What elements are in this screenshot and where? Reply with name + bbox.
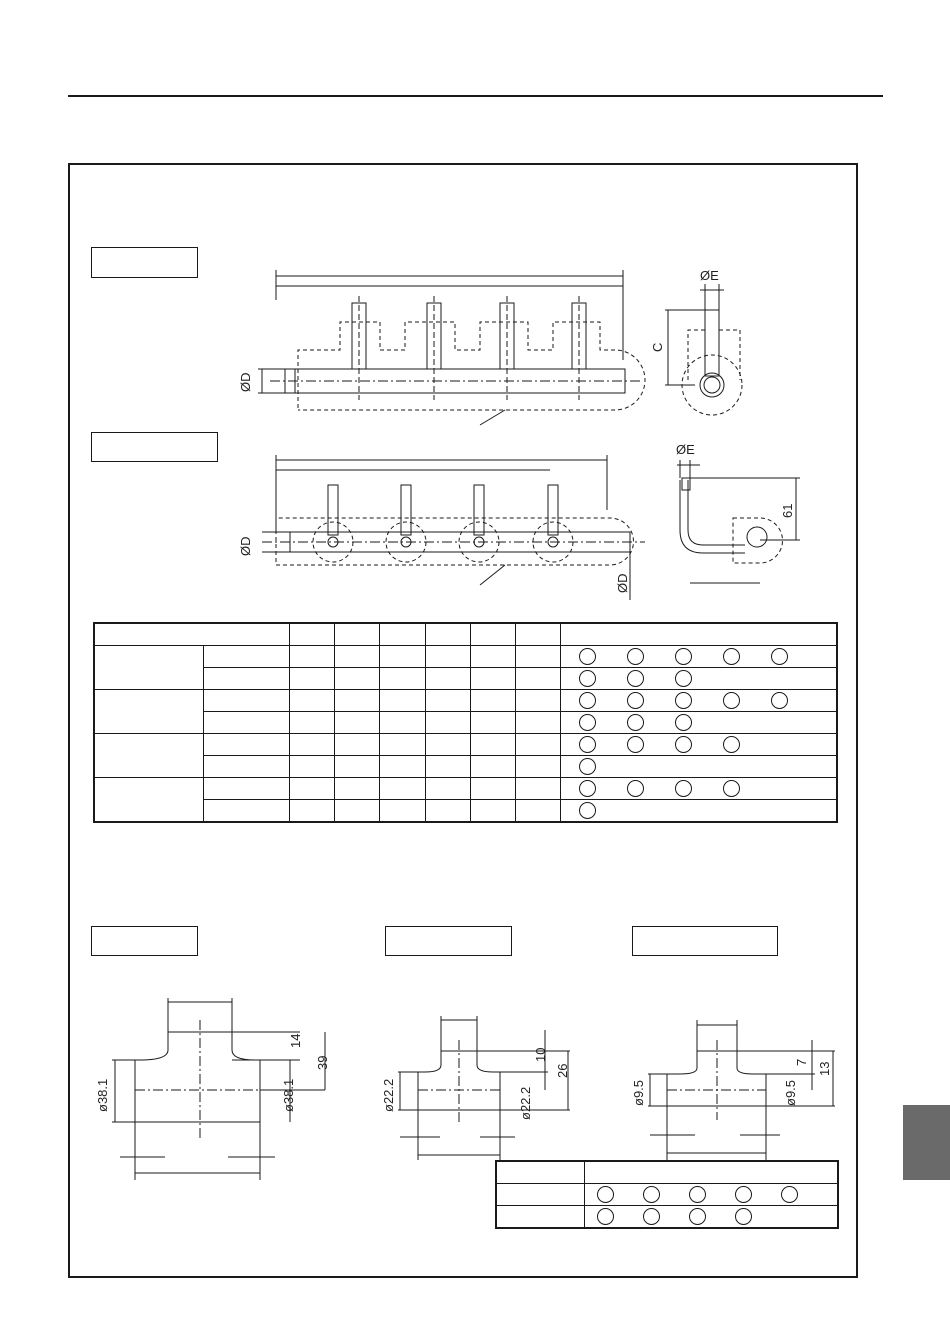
fitting-1-dia-left: ø38.1 — [95, 1078, 110, 1112]
value-cell — [515, 800, 560, 823]
value-cell — [289, 646, 334, 668]
circle-mark — [675, 670, 692, 687]
value-cell — [379, 778, 425, 800]
value-cell — [334, 690, 379, 712]
value-cell — [425, 756, 470, 778]
branch-pipes-2 — [313, 485, 573, 562]
mark-cell — [584, 1206, 838, 1229]
value-cell — [515, 778, 560, 800]
circle-mark — [735, 1208, 752, 1225]
value-cell — [425, 668, 470, 690]
dim-d-label-2: ØD — [238, 536, 253, 556]
value-cell — [379, 756, 425, 778]
value-cell — [515, 646, 560, 668]
value-cell — [289, 690, 334, 712]
spec-table-row — [94, 690, 837, 712]
value-cell — [334, 800, 379, 823]
sub-cell — [203, 778, 289, 800]
dim-e-label-1: ØE — [700, 268, 719, 283]
circle-mark — [689, 1186, 706, 1203]
circle-mark — [579, 670, 596, 687]
spec-table-header-row — [94, 623, 837, 646]
spec-table-row — [94, 668, 837, 690]
branch-pipes — [352, 296, 586, 400]
group-cell — [94, 646, 203, 690]
label-cell — [496, 1206, 584, 1229]
header-type1-front-view — [258, 270, 645, 425]
mark-cell — [560, 756, 837, 778]
spec-table-row — [94, 712, 837, 734]
header-cell — [496, 1161, 584, 1184]
value-cell — [379, 646, 425, 668]
value-cell — [515, 756, 560, 778]
mark-cell — [560, 668, 837, 690]
value-cell — [425, 646, 470, 668]
value-cell — [289, 668, 334, 690]
mark-cell — [560, 712, 837, 734]
value-cell — [379, 668, 425, 690]
spec-table-row — [94, 778, 837, 800]
circle-mark — [597, 1208, 614, 1225]
sub-cell — [203, 690, 289, 712]
value-cell — [470, 712, 515, 734]
spec-table — [93, 622, 838, 823]
value-cell — [289, 800, 334, 823]
sub-cell — [203, 646, 289, 668]
value-cell — [515, 712, 560, 734]
circle-mark — [579, 648, 596, 665]
sub-cell — [203, 800, 289, 823]
fitting-1-top: 14 — [288, 1033, 303, 1048]
value-cell — [334, 646, 379, 668]
value-cell — [425, 690, 470, 712]
small-table-row — [496, 1184, 838, 1206]
spec-table-row — [94, 646, 837, 668]
header-cell — [515, 623, 560, 646]
value-cell — [470, 646, 515, 668]
header-cell — [379, 623, 425, 646]
fitting-2-dia-left: ø22.2 — [381, 1078, 396, 1112]
header-cell — [584, 1161, 838, 1184]
circle-mark — [771, 692, 788, 709]
mark-cell — [560, 800, 837, 823]
circle-mark — [723, 736, 740, 753]
circle-mark — [579, 802, 596, 819]
fitting-3-top: 7 — [794, 1058, 809, 1066]
value-cell — [470, 800, 515, 823]
spec-table-row — [94, 800, 837, 823]
group-cell — [94, 734, 203, 778]
circle-mark — [735, 1186, 752, 1203]
small-table — [495, 1160, 839, 1229]
dim-d-label-1: ØD — [238, 372, 253, 392]
sub-cell — [203, 756, 289, 778]
fitting-1-height: 39 — [315, 1055, 330, 1070]
header-cell — [334, 623, 379, 646]
value-cell — [425, 778, 470, 800]
value-cell — [289, 734, 334, 756]
value-cell — [425, 800, 470, 823]
dim-e-label-2: ØE — [676, 442, 695, 457]
circle-mark — [627, 714, 644, 731]
circle-mark — [627, 736, 644, 753]
header-type1-side-view — [665, 284, 742, 415]
circle-mark — [627, 692, 644, 709]
value-cell — [289, 778, 334, 800]
circle-mark — [675, 780, 692, 797]
circle-mark — [675, 692, 692, 709]
fitting-2-top: 10 — [533, 1047, 548, 1062]
value-cell — [515, 734, 560, 756]
circle-mark — [643, 1186, 660, 1203]
value-cell — [334, 712, 379, 734]
fitting-3-drawing — [648, 1020, 835, 1160]
fitting-3-height: 13 — [817, 1061, 832, 1076]
fitting-3-dia-left: ø9.5 — [631, 1079, 646, 1106]
fitting-2-height: 26 — [555, 1063, 570, 1078]
header-cell — [289, 623, 334, 646]
value-cell — [470, 756, 515, 778]
value-cell — [379, 800, 425, 823]
spec-table-row — [94, 734, 837, 756]
spec-table-row — [94, 756, 837, 778]
value-cell — [515, 690, 560, 712]
circle-mark — [723, 780, 740, 797]
header-type2-side-view — [677, 460, 800, 583]
circle-mark — [627, 648, 644, 665]
header-cell — [470, 623, 515, 646]
value-cell — [289, 756, 334, 778]
value-cell — [334, 734, 379, 756]
label-cell — [496, 1184, 584, 1206]
circle-mark — [643, 1208, 660, 1225]
value-cell — [379, 734, 425, 756]
value-cell — [515, 668, 560, 690]
circle-mark — [597, 1186, 614, 1203]
value-cell — [289, 712, 334, 734]
dim-c-label: C — [650, 342, 665, 352]
value-cell — [379, 690, 425, 712]
dim-d-label-3: ØD — [615, 573, 630, 593]
header-cell — [425, 623, 470, 646]
value-cell — [470, 668, 515, 690]
fitting-2-drawing — [398, 1016, 570, 1160]
value-cell — [425, 734, 470, 756]
sub-cell — [203, 734, 289, 756]
value-cell — [334, 778, 379, 800]
value-cell — [379, 712, 425, 734]
circle-mark — [675, 648, 692, 665]
circle-mark — [675, 736, 692, 753]
mark-cell — [560, 690, 837, 712]
circle-mark — [781, 1186, 798, 1203]
circle-mark — [579, 692, 596, 709]
fitting-2-dia-right: ø22.2 — [518, 1086, 533, 1120]
circle-mark — [771, 648, 788, 665]
value-cell — [334, 756, 379, 778]
circle-mark — [579, 758, 596, 775]
small-table-row — [496, 1206, 838, 1229]
circle-mark — [689, 1208, 706, 1225]
mark-cell — [584, 1184, 838, 1206]
mark-cell — [560, 778, 837, 800]
circle-mark — [579, 780, 596, 797]
small-table-header-row — [496, 1161, 838, 1184]
circle-mark — [723, 692, 740, 709]
value-cell — [470, 778, 515, 800]
circle-mark — [627, 670, 644, 687]
circle-mark — [579, 714, 596, 731]
fitting-3-dia-right: ø9.5 — [783, 1079, 798, 1106]
value-cell — [425, 712, 470, 734]
mark-cell — [560, 734, 837, 756]
dim-61-label: 61 — [780, 503, 795, 518]
circle-mark — [675, 714, 692, 731]
circle-mark — [579, 736, 596, 753]
group-cell — [94, 778, 203, 823]
value-cell — [470, 690, 515, 712]
value-cell — [470, 734, 515, 756]
sub-cell — [203, 668, 289, 690]
group-cell — [94, 690, 203, 734]
value-cell — [334, 668, 379, 690]
header-cell — [560, 623, 837, 646]
header-cell — [94, 623, 289, 646]
mark-cell — [560, 646, 837, 668]
circle-mark — [627, 780, 644, 797]
header-type2-front-view — [262, 455, 645, 600]
circle-mark — [723, 648, 740, 665]
fitting-1-dia-right: ø38.1 — [281, 1078, 296, 1112]
sub-cell — [203, 712, 289, 734]
